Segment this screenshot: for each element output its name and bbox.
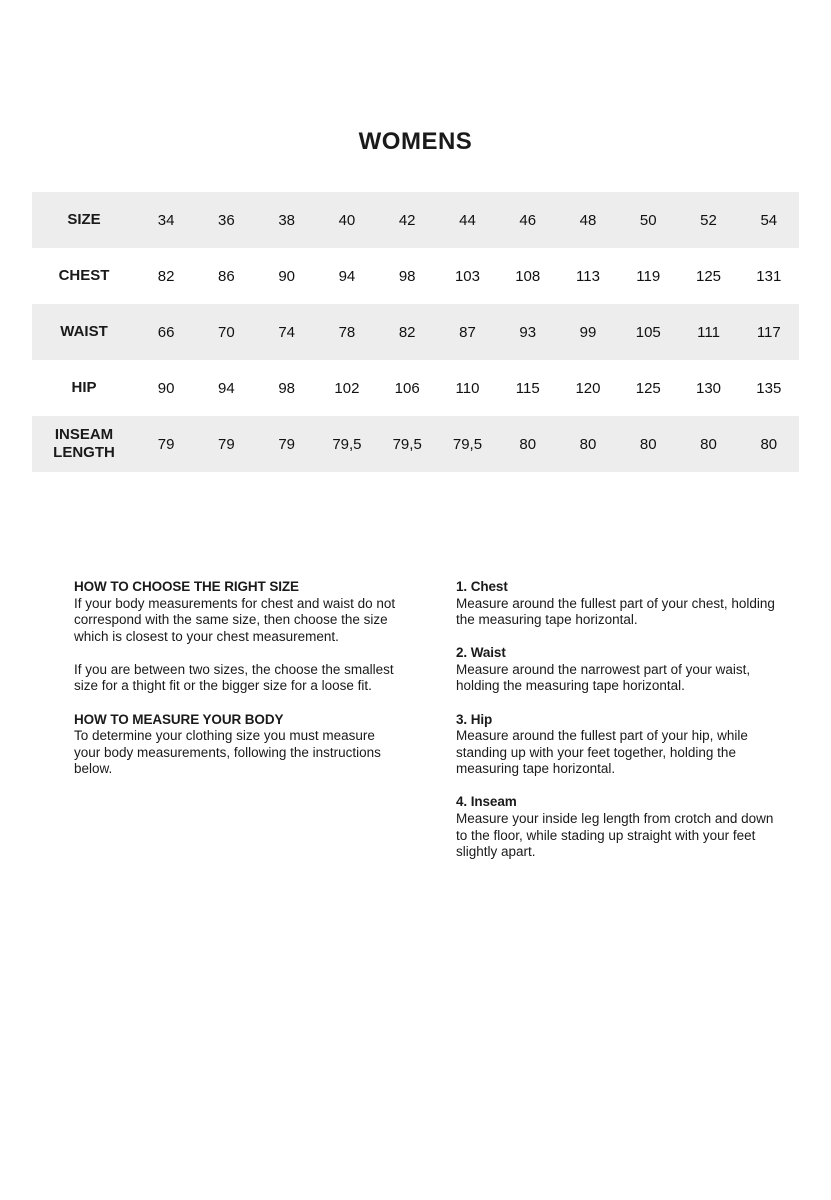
table-cell: 120 bbox=[575, 379, 601, 397]
row-label: SIZE bbox=[67, 211, 101, 228]
table-cell: 66 bbox=[157, 323, 175, 341]
table-cell: 86 bbox=[218, 267, 235, 285]
table-cell: 80 bbox=[519, 435, 537, 453]
table-cell: 70 bbox=[218, 323, 235, 341]
table-cell: 36 bbox=[218, 211, 235, 229]
table-cell: 99 bbox=[579, 323, 597, 341]
table-cell: 34 bbox=[157, 211, 175, 229]
table-cell: 115 bbox=[515, 379, 540, 397]
table-cell: 90 bbox=[157, 379, 175, 397]
table-cell: 54 bbox=[760, 211, 778, 229]
row-label: CHEST bbox=[58, 267, 110, 284]
table-cell: 117 bbox=[756, 323, 781, 341]
table-cell: 78 bbox=[338, 323, 356, 341]
table-cell: 82 bbox=[398, 323, 416, 341]
table-cell: 79 bbox=[157, 435, 175, 453]
instruction-paragraph: Measure around the fullest part of your hip, while standing up with your feet together, holding the measuring tape horizontal. bbox=[456, 728, 748, 777]
table-row bbox=[32, 360, 799, 416]
table-cell: 98 bbox=[398, 267, 416, 285]
table-cell: 38 bbox=[278, 211, 295, 229]
table-cell: 79 bbox=[218, 435, 235, 453]
instruction-heading: 1. Chest bbox=[456, 579, 508, 594]
table-cell: 80 bbox=[639, 435, 657, 453]
table-row bbox=[32, 416, 799, 472]
table-cell: 103 bbox=[454, 267, 480, 285]
table-cell: 80 bbox=[700, 435, 717, 453]
instruction-paragraph: Measure your inside leg length from crotch and down to the floor, while stading up straight with your feet slightly apart. bbox=[456, 811, 774, 860]
instruction-heading: 3. Hip bbox=[456, 711, 493, 727]
table-cell: 50 bbox=[639, 211, 657, 229]
table-cell: 94 bbox=[218, 379, 235, 397]
page-title: WOMENS bbox=[358, 128, 473, 155]
row-label: WAIST bbox=[60, 323, 108, 340]
table-cell: 74 bbox=[278, 323, 295, 341]
table-cell: 42 bbox=[398, 211, 416, 229]
table-cell: 82 bbox=[157, 267, 175, 285]
table-cell: 106 bbox=[394, 379, 420, 397]
instruction-block bbox=[456, 712, 788, 778]
table-cell: 80 bbox=[760, 435, 778, 453]
instruction-block bbox=[456, 794, 788, 860]
instruction-block bbox=[74, 712, 396, 778]
size-table bbox=[32, 192, 799, 472]
instruction-paragraph: If your body measurements for chest and waist do not correspond with the same size, then choose the size which is closest to your chest measurement. bbox=[74, 595, 396, 644]
instruction-block bbox=[456, 579, 788, 629]
table-cell: 52 bbox=[700, 211, 717, 229]
table-cell: 130 bbox=[696, 379, 722, 397]
table-cell: 135 bbox=[756, 379, 782, 397]
instruction-heading: 4. Inseam bbox=[456, 794, 517, 810]
table-cell: 93 bbox=[519, 323, 537, 341]
table-cell: 90 bbox=[278, 267, 295, 285]
instruction-paragraph: To determine your clothing size you must measure your body measurements, following the instructions below. bbox=[74, 728, 381, 777]
instruction-heading: HOW TO MEASURE YOUR BODY bbox=[74, 711, 284, 727]
table-cell: 48 bbox=[579, 211, 597, 229]
table-cell: 102 bbox=[334, 379, 360, 397]
table-cell: 111 bbox=[697, 323, 720, 341]
table-cell: 131 bbox=[756, 267, 782, 285]
table-cell: 79,5 bbox=[332, 435, 362, 453]
table-cell: 110 bbox=[455, 379, 480, 397]
table-cell: 46 bbox=[519, 211, 537, 229]
table-cell: 125 bbox=[696, 267, 722, 285]
table-cell: 113 bbox=[576, 267, 600, 285]
instruction-paragraph: If you are between two sizes, the choose the smallest size for a thight fit or the bigger size for a loose fit. bbox=[74, 661, 394, 694]
table-cell: 119 bbox=[636, 267, 661, 285]
table-cell: 125 bbox=[635, 379, 661, 397]
instruction-paragraph: Measure around the narrowest part of your waist, holding the measuring tape horizontal. bbox=[456, 661, 751, 694]
instruction-heading: 2. Waist bbox=[456, 645, 506, 661]
instructions-left bbox=[74, 579, 396, 794]
table-cell: 79,5 bbox=[392, 435, 422, 453]
table-cell: 94 bbox=[338, 267, 356, 285]
table-row bbox=[32, 304, 799, 360]
instructions-right bbox=[456, 579, 788, 877]
table-cell: 40 bbox=[338, 211, 356, 229]
table-row bbox=[32, 248, 799, 304]
row-label: INSEAM LENGTH bbox=[53, 426, 115, 461]
instruction-block bbox=[74, 579, 396, 695]
table-cell: 79 bbox=[278, 435, 295, 453]
table-row bbox=[32, 192, 799, 248]
instruction-heading: HOW TO CHOOSE THE RIGHT SIZE bbox=[74, 579, 299, 594]
table-cell: 79,5 bbox=[452, 435, 483, 453]
table-cell: 105 bbox=[635, 323, 661, 341]
table-cell: 80 bbox=[579, 435, 597, 453]
table-cell: 87 bbox=[459, 323, 476, 341]
table-cell: 44 bbox=[459, 211, 476, 229]
row-label: HIP bbox=[71, 379, 97, 396]
instruction-paragraph: Measure around the fullest part of your chest, holding the measuring tape horizontal. bbox=[456, 595, 775, 628]
table-cell: 98 bbox=[278, 379, 295, 397]
instruction-block bbox=[456, 645, 788, 695]
table-cell: 108 bbox=[515, 267, 541, 285]
